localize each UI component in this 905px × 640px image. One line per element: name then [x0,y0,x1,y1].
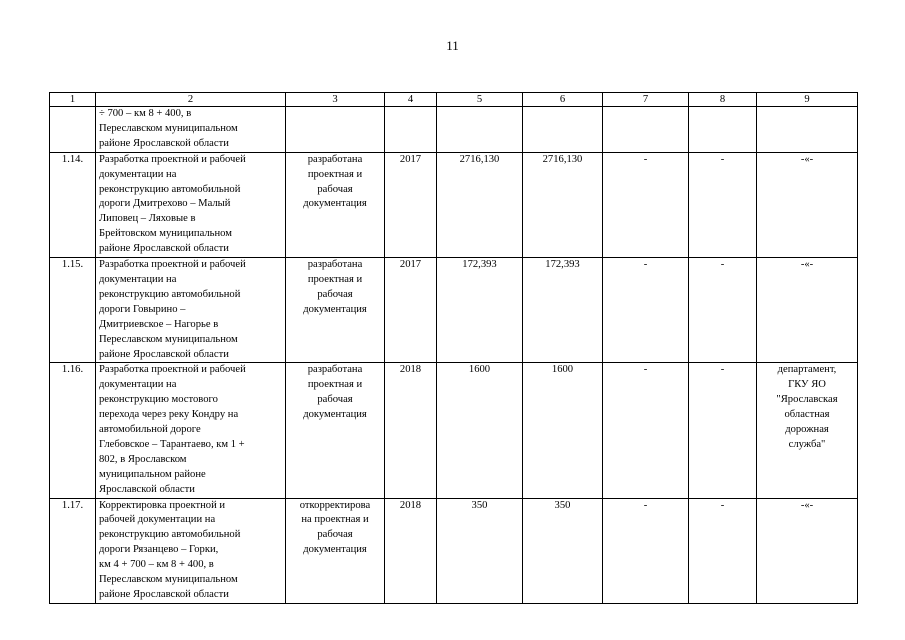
cell-text-line: проектная и [307,168,363,180]
cell-text-line: откорректирова [299,499,371,511]
cell-text-line: рабочая [317,288,353,300]
cell-text-line: реконструкцию автомобильной [99,183,241,195]
executor-cell [757,107,858,153]
cell-text-line: документация [303,198,367,210]
cell-text-line: реконструкцию автомобильной [99,288,241,300]
cell-text-line: автомобильной дороге [99,424,201,436]
activity-name-cell [96,258,286,363]
activity-name-cell [96,107,286,153]
header-cell: 6 [523,93,603,107]
row-number-cell: 1.14. [50,152,96,257]
result-cell [286,498,385,603]
federal-budget-cell: - [603,152,689,257]
header-cell: 3 [286,93,385,107]
cell-text-line: документации на [99,273,177,285]
header-cell: 8 [689,93,757,107]
cell-text-line: км 4 + 700 – км 8 + 400, в [99,559,214,571]
federal-budget-cell: - [603,363,689,498]
cell-text-line: Разработка проектной и рабочей [99,153,246,165]
regional-budget-cell [523,107,603,153]
cell-text-line: Переславском муниципальном [99,333,238,345]
activity-name-cell [96,498,286,603]
cell-text-line: муниципальном районе [99,468,206,480]
result-cell [286,107,385,153]
cell-text-line: реконструкцию мостового [99,394,218,406]
cell-text-line: разработана [307,259,363,271]
cell-text-line: документация [303,544,367,556]
table-row [50,107,858,153]
header-cell: 7 [603,93,689,107]
cell-text-line: районе Ярославской области [99,348,229,360]
cell-text-line: дороги Дмитрехово – Малый [99,198,231,210]
cell-text-line: Переславском муниципальном [99,574,238,586]
cell-text-line: документации на [99,168,177,180]
other-sources-cell: - [689,363,757,498]
cell-text-line: ÷ 700 – км 8 + 400, в [99,108,192,119]
cell-text-line: 802, в Ярославском [99,453,187,465]
cell-text-line: дороги Говырино – [99,303,186,315]
executor-cell [757,363,858,498]
header-cell: 5 [437,93,523,107]
header-cell: 1 [50,93,96,107]
cell-text-line: дорожная [785,424,829,436]
table-row [50,363,858,498]
cell-text-line: районе Ярославской области [99,589,229,600]
result-cell [286,258,385,363]
activity-name-cell [96,152,286,257]
cell-text-line: департамент, [777,364,837,376]
cell-text-line: ГКУ ЯО [788,379,826,391]
table-row [50,258,858,363]
cell-text-line: Глебовское – Тарантаево, км 1 + [99,438,245,450]
executor-cell [757,152,858,257]
cell-text-line: проектная и [307,273,363,285]
cell-text-line: Липовец – Ляховые в [99,213,196,225]
cell-text-line: рабочая [317,183,353,195]
cell-text-line: областная [784,409,830,421]
cell-text-line: "Ярославская [776,394,838,406]
other-sources-cell: - [689,152,757,257]
year-cell: 2018 [385,363,437,498]
year-cell [385,107,437,153]
cell-text-line: Ярославской области [99,483,195,495]
year-cell: 2017 [385,152,437,257]
header-cell: 9 [757,93,858,107]
row-number-cell: 1.16. [50,363,96,498]
cell-text-line: проектная и [307,379,363,391]
cell-text-line: Корректировка проектной и [99,499,226,511]
cell-text-line: документация [303,303,367,315]
total-amount-cell: 2716,130 [437,152,523,257]
cell-text-line: рабочая [317,529,353,541]
cell-text-line: районе Ярославской области [99,137,229,149]
regional-budget-cell: 2716,130 [523,152,603,257]
total-amount-cell: 1600 [437,363,523,498]
total-amount-cell: 172,393 [437,258,523,363]
cell-text-line: рабочей документации на [99,514,216,526]
total-amount-cell: 350 [437,498,523,603]
activity-name-cell [96,363,286,498]
cell-text-line: -«- [800,259,814,271]
row-number-cell: 1.17. [50,498,96,603]
cell-text-line: разработана [307,153,363,165]
program-table [49,92,858,604]
header-cell: 4 [385,93,437,107]
cell-text-line: Переславском муниципальном [99,122,238,134]
total-amount-cell [437,107,523,153]
year-cell: 2017 [385,258,437,363]
cell-text-line: рабочая [317,394,353,406]
header-cell: 2 [96,93,286,107]
cell-text-line: на проектная и [301,514,369,526]
cell-text-line: районе Ярославской области [99,243,229,255]
cell-text-line: -«- [800,499,814,511]
result-cell [286,152,385,257]
cell-text-line: -«- [800,153,814,165]
cell-text-line: дороги Рязанцево – Горки, [99,544,219,556]
cell-text-line: документации на [99,379,177,391]
result-cell [286,363,385,498]
other-sources-cell [689,107,757,153]
year-cell: 2018 [385,498,437,603]
row-number-cell [50,107,96,153]
cell-text-line: документация [303,409,367,421]
header-row [50,93,858,107]
other-sources-cell: - [689,498,757,603]
regional-budget-cell: 172,393 [523,258,603,363]
regional-budget-cell: 350 [523,498,603,603]
other-sources-cell: - [689,258,757,363]
cell-text-line: служба" [788,438,826,450]
cell-text-line: перехода через реку Кондру на [99,409,239,421]
cell-text-line: Брейтовском муниципальном [99,228,232,240]
executor-cell [757,498,858,603]
row-number-cell: 1.15. [50,258,96,363]
cell-text-line: Дмитриевское – Нагорье в [99,318,219,330]
cell-text-line: Разработка проектной и рабочей [99,364,246,376]
table-body [50,107,858,604]
federal-budget-cell: - [603,498,689,603]
cell-text-line: разработана [307,364,363,376]
table-row [50,152,858,257]
cell-text-line: Разработка проектной и рабочей [99,259,246,271]
page-number: 11 [446,38,459,53]
table-row [50,498,858,603]
executor-cell [757,258,858,363]
cell-text-line: реконструкцию автомобильной [99,529,241,541]
regional-budget-cell: 1600 [523,363,603,498]
federal-budget-cell [603,107,689,153]
federal-budget-cell: - [603,258,689,363]
